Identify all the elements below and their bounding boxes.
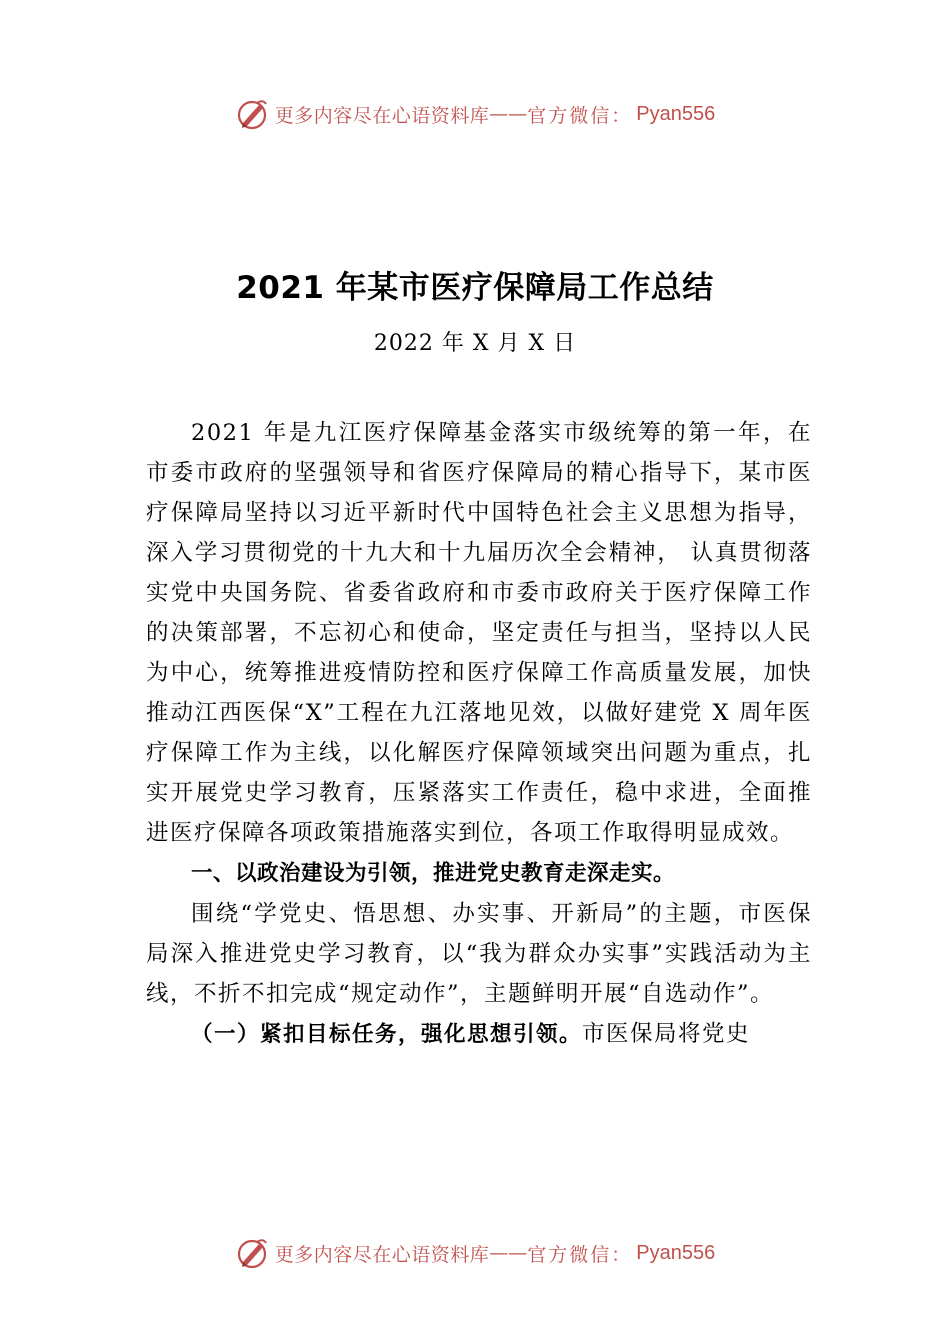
watermark-official-label: 官方微信：: [527, 1243, 633, 1266]
document-title: 2021 年某市医疗保障局工作总结: [236, 270, 714, 306]
watermark-official-label: 官方微信：: [527, 104, 633, 127]
watermark-footer: [0, 1233, 950, 1273]
paragraph-subsection-1: [146, 1014, 812, 1055]
section-heading-text: 一、以政治建设为引领，推进党史教育走深走实。: [191, 861, 676, 886]
watermark-header: [0, 94, 950, 134]
pen-logo-icon: [235, 97, 269, 131]
subsection-heading: （一）紧扣目标任务，强化思想引领。: [191, 1022, 583, 1047]
subsection-text: 市医保局将党史: [582, 1021, 751, 1047]
watermark-account-id: Pyan556: [636, 1241, 716, 1264]
paragraph-intro: 2021 年是九江医疗保障基金落实市级统筹的第一年，在市委市政府的坚强领导和省医疗保障局的精心指导下，某市医疗保障局坚持以习近平新时代中国特色社会主义思想为指导，深入学习贯彻党的十九大和十九届历次全会精神， 认真贯彻落实党中央国务院、省委省政府和市委市政府关于医疗保障工作的决策部署，不忘初心和使命，坚定责任与担当，坚持以人民为中心，统筹推进疫情防控和医疗保障工作高质量发展，加快推动江西医保“X”工程在九江落地见效，以做好建党 X 周年医疗保障工作为主线，以化解医疗保障领域突出问题为重点，扎实开展党史学习教育，压紧落实工作责任，稳中求进，全面推进医疗保障各项政策措施落实到位，各项工作取得明显成效。: [146, 420, 812, 846]
paragraph-section-1: 围绕“学党史、悟思想、办实事、开新局”的主题，市医保局深入推进党史学习教育，以“我为群众办实事”实践活动为主线，不折不扣完成“规定动作”，主题鲜明开展“自选动作”。: [146, 901, 812, 1007]
section-heading: [146, 853, 812, 894]
document-body: [146, 413, 812, 1055]
watermark-site-text: 更多内容尽在心语资料库: [274, 104, 490, 127]
pen-logo-icon: [235, 1236, 269, 1270]
document-date: 2022 年 X 月 X 日: [373, 331, 577, 356]
watermark-dash: ——: [489, 1242, 528, 1264]
watermark-account-id: Pyan556: [636, 102, 716, 125]
watermark-dash: ——: [489, 103, 528, 125]
watermark-site-text: 更多内容尽在心语资料库: [274, 1243, 490, 1266]
